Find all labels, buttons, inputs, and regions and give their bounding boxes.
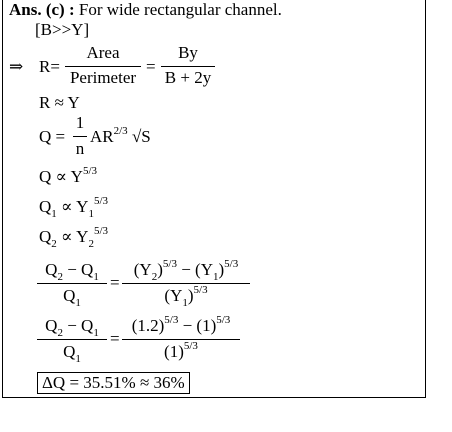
r-approx-y: R ≈ Y xyxy=(39,93,80,112)
exponent: 5/3 xyxy=(183,340,198,352)
fraction-bar xyxy=(122,283,250,284)
q-symbol: Q xyxy=(39,227,52,246)
subscript: 1 xyxy=(75,353,81,365)
paren-y: (Y xyxy=(133,260,152,279)
equals-sign: = xyxy=(146,57,156,76)
prop-y: ∝ Y xyxy=(56,197,89,216)
fraction-bar xyxy=(73,136,87,137)
assumption: [B>>Y] xyxy=(35,20,90,39)
subscript: 2 xyxy=(51,238,57,250)
equals-sign: = xyxy=(110,273,120,292)
final-result-box: ΔQ = 35.51% ≈ 36% xyxy=(37,372,190,394)
y-ratio-denominator xyxy=(122,286,250,308)
q2-prop-y2 xyxy=(39,227,108,249)
area-numerator: Area xyxy=(86,43,120,62)
close-paren: ) xyxy=(187,286,194,305)
minus-one: − (1) xyxy=(178,316,217,335)
manning-rhs xyxy=(90,127,151,149)
subscript: 1 xyxy=(51,208,57,220)
subscript: 2 xyxy=(57,327,63,339)
subscript: 1 xyxy=(93,271,99,283)
subscript: 1 xyxy=(212,271,219,283)
y-ratio-numerator xyxy=(122,260,250,282)
fraction-bar xyxy=(37,283,107,284)
close-paren: ) xyxy=(218,260,225,279)
b2y-denominator: B + 2y xyxy=(164,68,212,87)
fraction-bar xyxy=(65,66,141,67)
subscript: 1 xyxy=(182,297,188,309)
minus-q: − Q xyxy=(62,316,94,335)
fraction-bar xyxy=(37,339,107,340)
subscript: 2 xyxy=(88,238,94,250)
subscript: 1 xyxy=(88,208,94,220)
exponent: 5/3 xyxy=(164,314,179,326)
by-numerator: By xyxy=(178,43,198,62)
ratio-denominator xyxy=(37,286,107,308)
ar-term: AR xyxy=(90,127,114,146)
subscript: 2 xyxy=(57,271,63,283)
q-prop-y xyxy=(39,167,97,189)
exponent: 5/3 xyxy=(93,195,108,207)
sqrt-s: √S xyxy=(131,127,151,146)
exponent: 5/3 xyxy=(224,258,239,270)
ratio-value: (1.2) xyxy=(131,316,165,335)
r-lhs: R= xyxy=(39,57,60,76)
fraction-bar xyxy=(122,339,240,340)
q-lhs: Q = xyxy=(39,127,66,146)
answer-text: For wide rectangular channel. xyxy=(74,0,282,19)
implies-arrow: ⇒ xyxy=(9,57,24,76)
fraction-bar xyxy=(161,66,215,67)
ar-exponent: 2/3 xyxy=(113,125,128,137)
one-over-n-den: n xyxy=(75,139,85,158)
ratio-numerator xyxy=(37,316,107,338)
subscript: 1 xyxy=(93,327,99,339)
q1-prop-y1 xyxy=(39,197,108,219)
close-paren: ) xyxy=(157,260,163,279)
equals-sign: = xyxy=(110,329,120,348)
numeric-denominator xyxy=(122,342,240,364)
solution-panel xyxy=(2,0,426,398)
ratio-denominator xyxy=(37,342,107,364)
prop-y: ∝ Y xyxy=(56,227,89,246)
q-prop-text: Q ∝ Y xyxy=(39,167,83,186)
answer-line xyxy=(9,0,282,20)
q-symbol: Q xyxy=(45,316,58,335)
q-symbol: Q xyxy=(63,286,76,305)
q-symbol: Q xyxy=(39,197,52,216)
minus-paren-y: − (Y xyxy=(176,260,213,279)
subscript: 1 xyxy=(75,297,81,309)
minus-q: − Q xyxy=(62,260,94,279)
numeric-numerator xyxy=(122,316,240,338)
one-over-n-num: 1 xyxy=(75,113,85,132)
exponent: 5/3 xyxy=(82,165,97,177)
paren-y: (Y xyxy=(164,286,183,305)
subscript: 2 xyxy=(151,271,158,283)
exponent: 5/3 xyxy=(193,284,208,296)
answer-prefix: Ans. (c) : xyxy=(9,0,75,19)
one-paren: (1) xyxy=(164,342,184,361)
perimeter-denominator: Perimeter xyxy=(69,68,137,87)
exponent: 5/3 xyxy=(93,225,108,237)
exponent: 5/3 xyxy=(216,314,231,326)
q-symbol: Q xyxy=(45,260,58,279)
ratio-numerator xyxy=(37,260,107,282)
exponent: 5/3 xyxy=(162,258,177,270)
q-symbol: Q xyxy=(63,342,76,361)
